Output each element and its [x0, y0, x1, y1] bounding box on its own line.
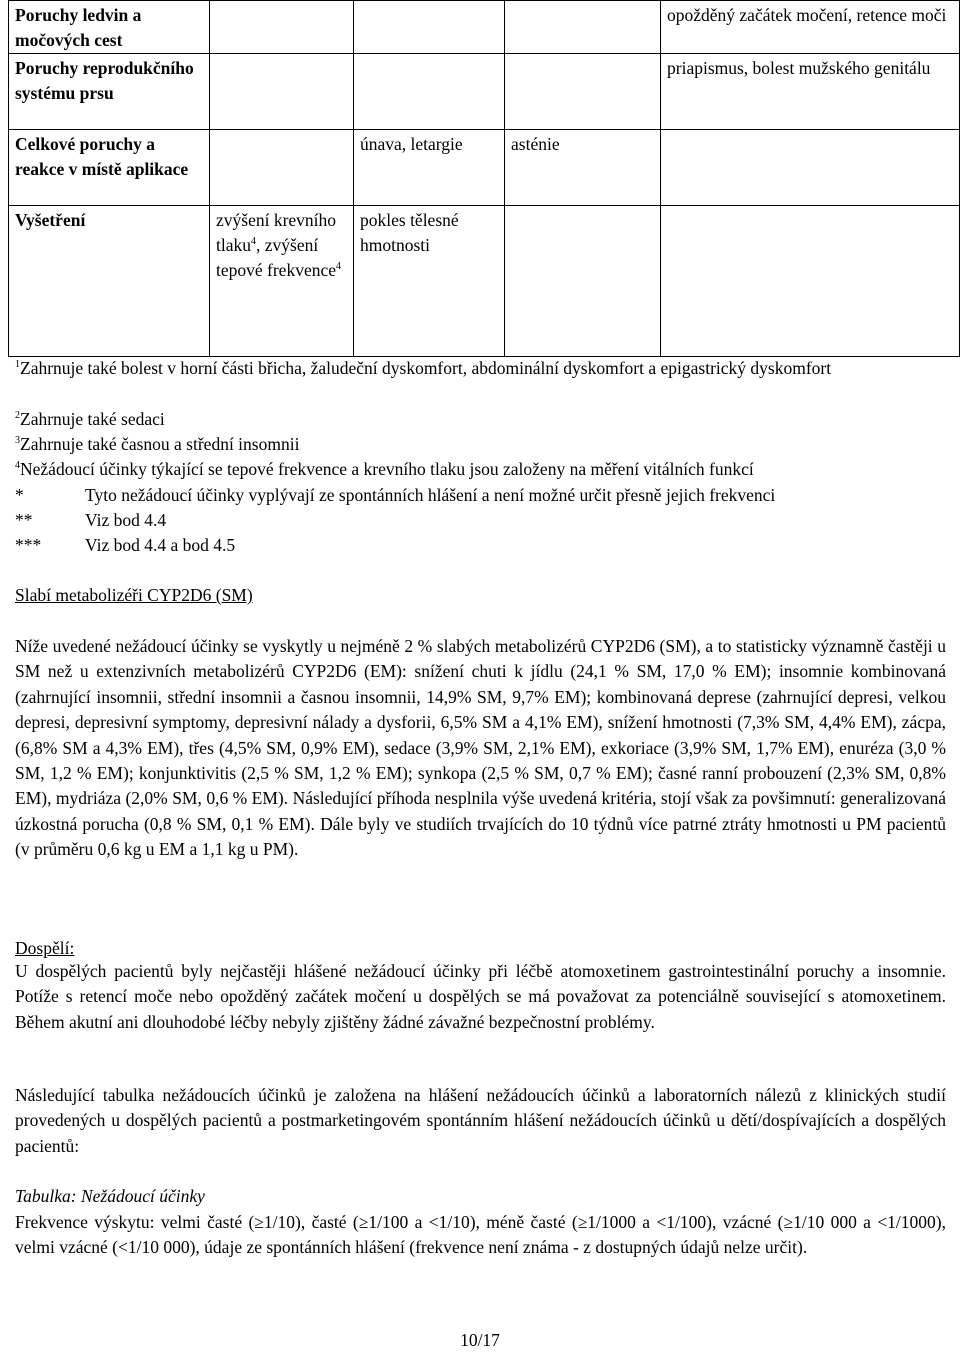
table-cell [505, 1, 661, 54]
table-cell [210, 130, 354, 206]
footnote-number: 3 [15, 435, 20, 446]
asterisk-text: Viz bod 4.4 a bod 4.5 [85, 535, 236, 555]
table-caption: Tabulka: Nežádoucí účinky [15, 1186, 205, 1206]
table-cell: pokles tělesné hmotnosti [354, 206, 505, 357]
footnote-ref: 4 [251, 236, 256, 247]
table-cell: únava, letargie [354, 130, 505, 206]
asterisk-text: Tyto nežádoucí účinky vyplývají ze spontánních hlášení a není možné určit přesně jejich frekvenci [85, 485, 776, 505]
cell-text: , zvýšení tepové frekvence [216, 235, 336, 280]
page-number: 10/17 [460, 1330, 500, 1350]
cell-text: zvýšení krevního tlaku [216, 210, 337, 255]
table-cell: asténie [505, 130, 661, 206]
category-cell: Celkové poruchy a reakce v místě aplikace [9, 130, 210, 206]
footnote-text: Nežádoucí účinky týkající se tepové frekvence a krevního tlaku jsou založeny na měření vitálních funkcí [20, 459, 754, 479]
asterisk-mark: * [15, 485, 24, 505]
asterisk-note-1 [15, 483, 946, 508]
pm-paragraph: Níže uvedené nežádoucí účinky se vyskytly u nejméně 2 % slabých metabolizérů CYP2D6 (SM), a to statisticky významně častěji u SM než u extenzivních metabolizérů CYP2D6 (EM): snížení chuti k jídlu (24,1 % SM, 17,0 % EM); insomnie kombinovaná (zahrnující insomnii, střední insomnii a časnou insomnii, 14,9% SM, 9,7% EM); kombinovaná deprese (zahrnující depresi, velkou depresi, depresivní symptomy, depresivní nálady a dysforii, 6,5% SM a 4,1% EM), snížení hmotnosti (7,3% SM, 4,4% EM), zácpa, (6,8% SM a 4,3% EM), třes (4,5% SM, 0,9% EM), sedace (3,9% SM, 2,1% EM), exkoriace (3,9% SM, 1,7% EM), enuréza (3,0 % SM, 1,2 % EM); konjunktivitis (2,5 % SM, 1,2 % EM); synkopa (2,5 % SM, 0,7 % EM); časné ranní probouzení (2,3% SM, 0,8% EM), mydriáza (2,0% SM, 0,6 % EM). Následující příhoda nesplnila výše uvedená kritéria, stojí však za povšimnutí: generalizovaná úzkostná porucha (0,8 % SM, 0,1 % EM). Dále byly ve studiích trvajících do 10 týdnů více patrné ztráty hmotnosti u PM pacientů (v průměru 0,6 kg u EM a 1,1 kg u PM). [15, 636, 946, 860]
table-cell [354, 1, 505, 54]
table-cell [661, 130, 960, 206]
table-cell [505, 54, 661, 130]
footnote-text: Zahrnuje také bolest v horní části břicha, žaludeční dyskomfort, abdominální dyskomfort a epigastrický dyskomfort [20, 358, 832, 378]
table-cell [505, 206, 661, 357]
table-cell [661, 206, 960, 357]
footnote-number: 4 [15, 460, 20, 471]
table-cell: opožděný začátek močení, retence moči [661, 1, 960, 54]
adults-paragraph: U dospělých pacientů byly nejčastěji hlášené nežádoucí účinky při léčbě atomoxetinem gastrointestinální poruchy a insomnie. Potíže s retencí moče nebo opožděný začátek močení u dospělých se má považovat za potenciálně související s atomoxetinem. Během akutní ani dlouhodobé léčby nebyly zjištěny žádné závažné bezpečnostní problémy. [15, 961, 946, 1032]
table-cell [210, 54, 354, 130]
asterisk-note-2 [15, 508, 946, 533]
pm-heading: Slabí metabolizéři CYP2D6 (SM) [15, 585, 253, 605]
asterisk-note-3 [15, 533, 946, 558]
footnote-2 [15, 407, 946, 432]
table-row [9, 206, 960, 357]
adverse-effects-table [8, 0, 960, 357]
table-cell: priapismus, bolest mužského genitálu [661, 54, 960, 130]
adults-heading: Dospělí: [15, 938, 75, 958]
table-row [9, 130, 960, 206]
footnote-text: Zahrnuje také časnou a střední insomnii [20, 434, 300, 454]
footnote-ref: 4 [336, 261, 341, 272]
footnote-number: 1 [15, 359, 20, 370]
footnote-text: Zahrnuje také sedaci [20, 409, 165, 429]
table-row [9, 1, 960, 54]
table-cell [210, 1, 354, 54]
footnote-3 [15, 432, 946, 457]
frequency-paragraph: Frekvence výskytu: velmi časté (≥1/10), časté (≥1/100 a <1/10), méně časté (≥1/1000 a <1/100), vzácné (≥1/10 000 a <1/1000), velmi vzácné (<1/10 000), údaje ze spontánních hlášení (frekvence není známa - z dostupných údajů nelze určit). [15, 1212, 946, 1258]
footnote-1 [15, 356, 946, 381]
category-cell: Poruchy reprodukčního systému prsu [9, 54, 210, 130]
asterisk-text: Viz bod 4.4 [85, 510, 167, 530]
category-cell: Vyšetření [9, 206, 210, 357]
asterisk-mark: ** [15, 510, 33, 530]
category-cell: Poruchy ledvin a močových cest [9, 1, 210, 54]
footnote-4 [15, 457, 946, 482]
asterisk-mark: *** [15, 535, 42, 555]
table-row [9, 54, 960, 130]
table-intro-paragraph: Následující tabulka nežádoucích účinků je založena na hlášení nežádoucích účinků a laboratorních nálezů z klinických studií provedených u dospělých pacientů a postmarketingovém spontánním hlášení nežádoucích účinků u dětí/dospívajících a dospělých pacientů: [15, 1085, 946, 1156]
table-cell [210, 206, 354, 357]
table-cell [354, 54, 505, 130]
footnote-number: 2 [15, 410, 20, 421]
